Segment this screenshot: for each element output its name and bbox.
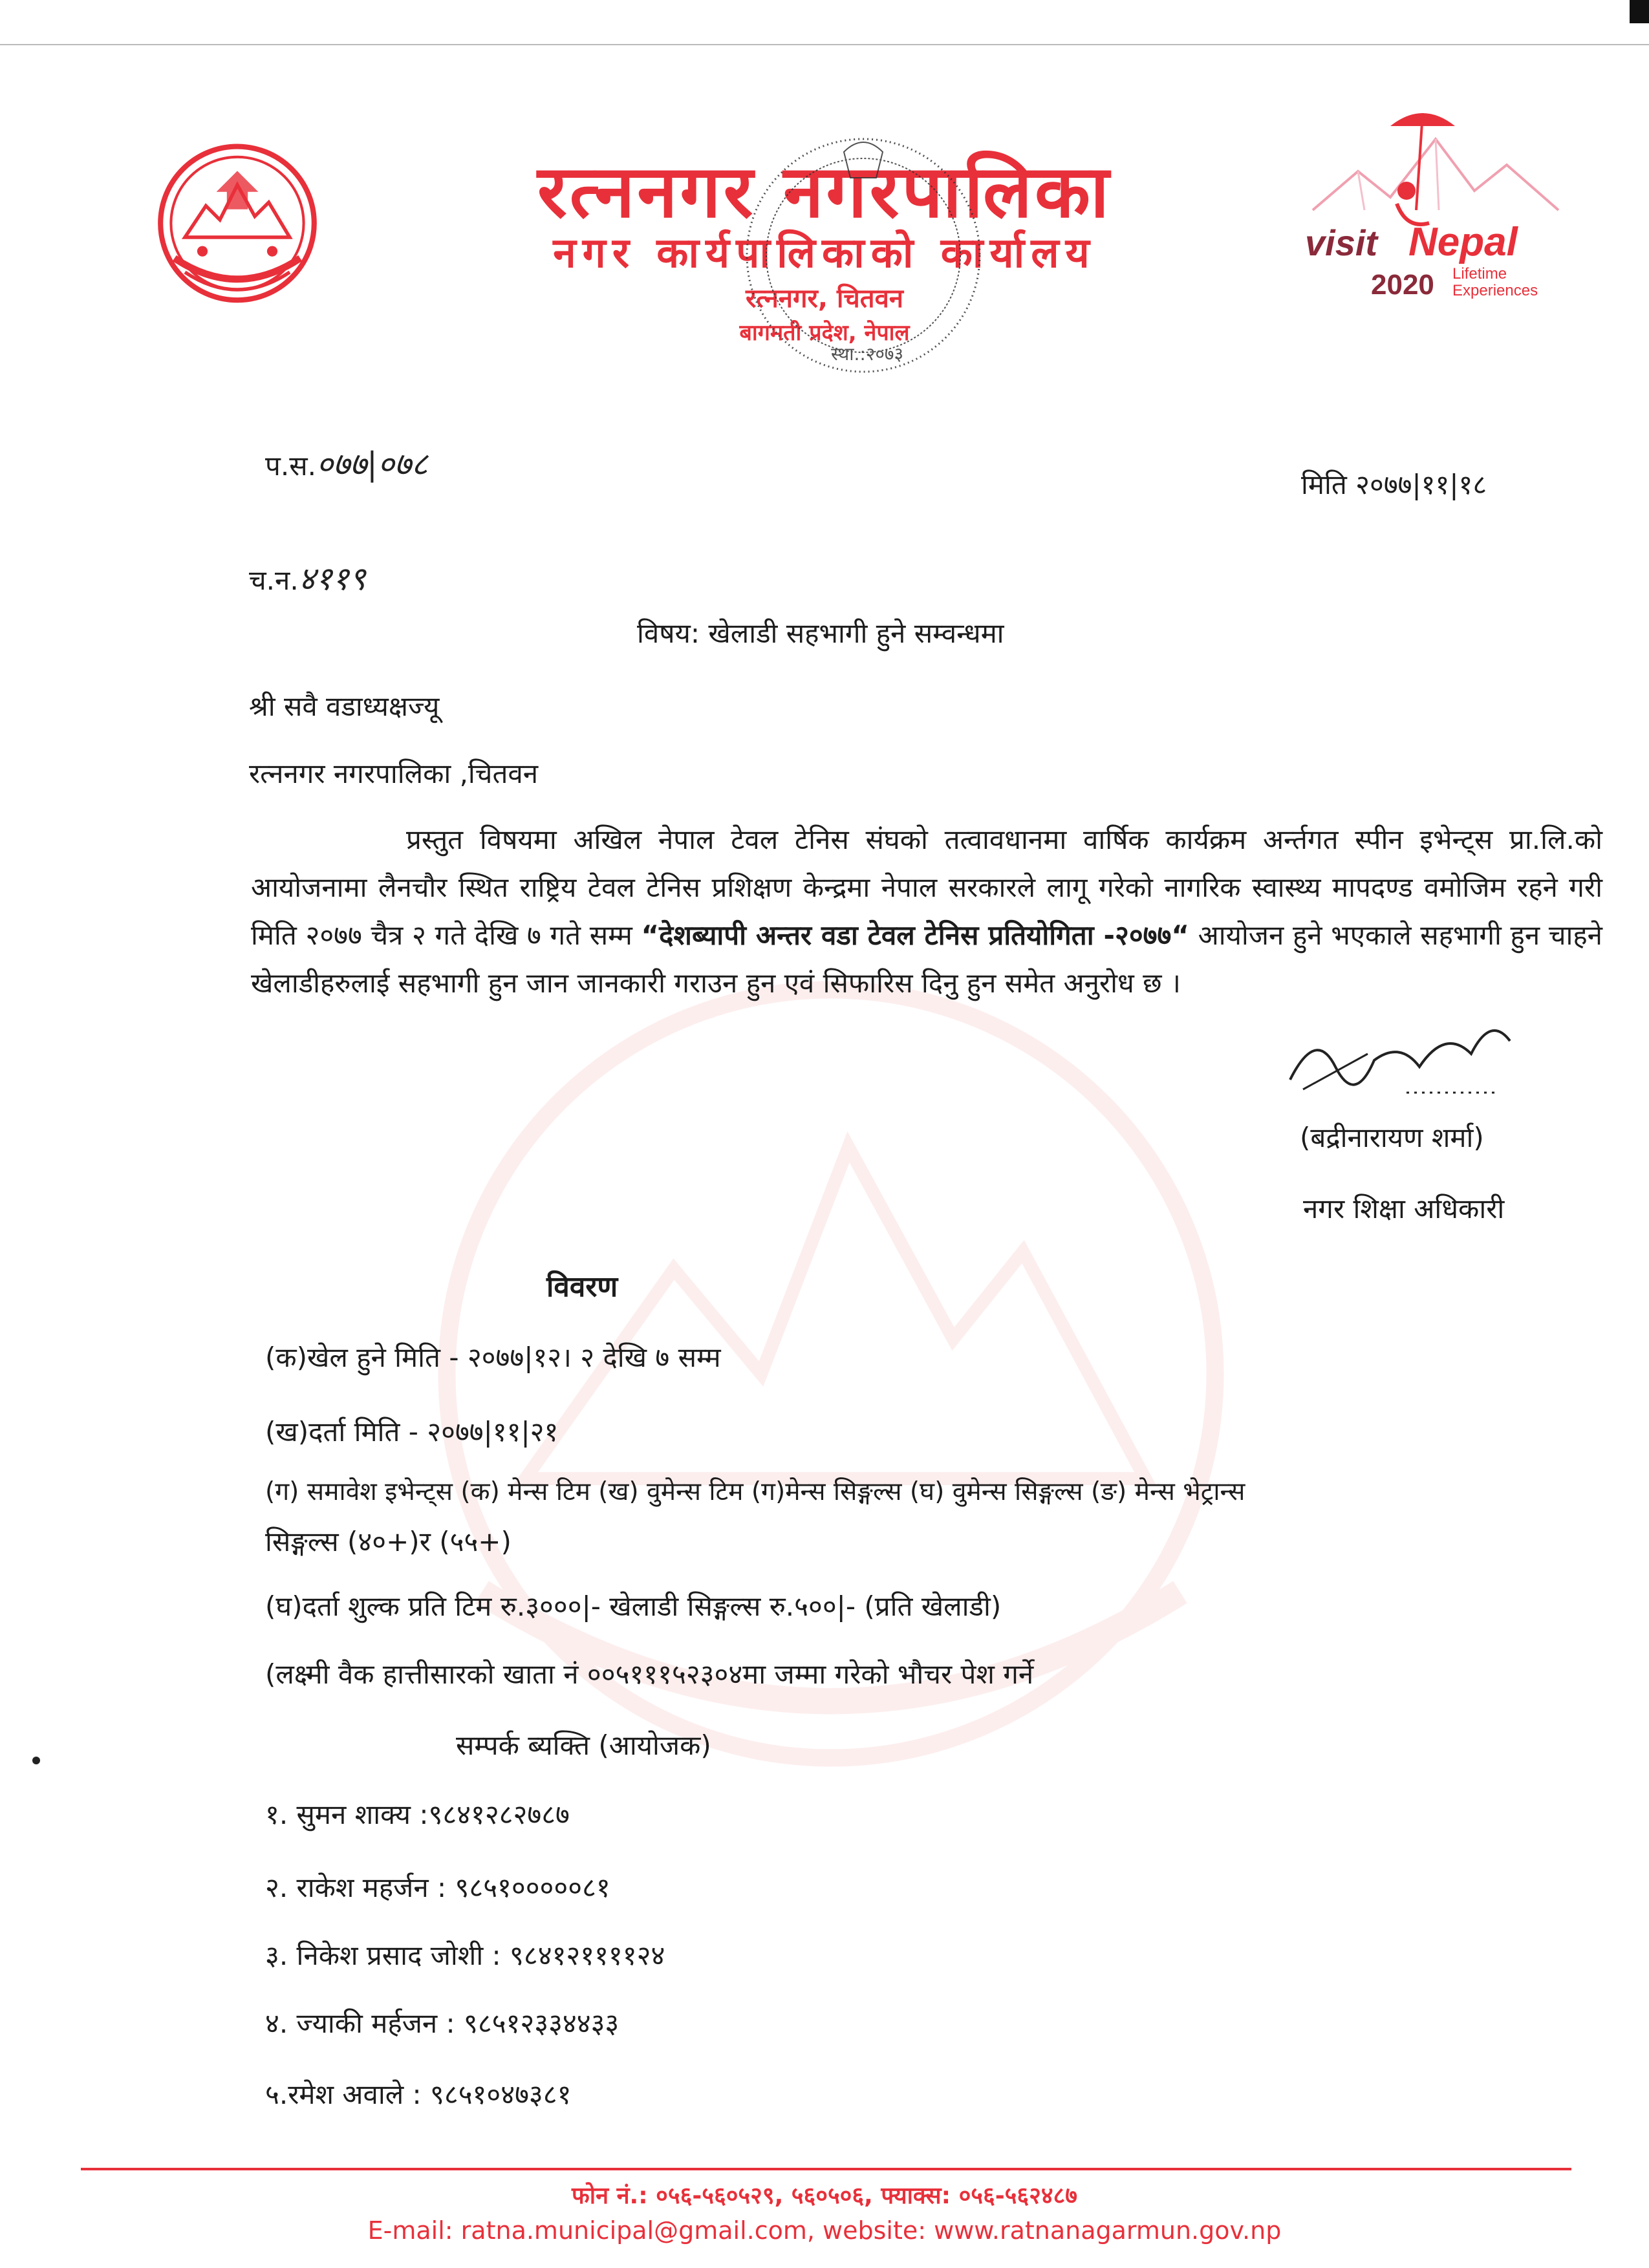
office-stamp xyxy=(734,120,993,391)
stamp-established: स्था.:२०७३ xyxy=(831,343,904,365)
handwritten-signature xyxy=(1277,989,1575,1106)
dispatch-number xyxy=(249,559,366,598)
reference-value: ०७७|०७८ xyxy=(316,445,428,483)
letter-body xyxy=(251,816,1602,1007)
detail-item: (घ)दर्ता शुल्क प्रति टिम रु.३०००|- खेलाडी सिङ्गल्स रु.५००|- (प्रति खेलाडी) xyxy=(265,1590,1002,1622)
detail-item: (क)खेल हुने मिति - २०७७|१२। २ देखि ७ सम्म xyxy=(265,1342,721,1373)
contact-item: २. राकेश महर्जन : ९८५१०००००८१ xyxy=(265,1872,610,1903)
body-text-2: आयोजन हुने भएकाले सहभागी हुन चाहने खेलाडीहरुलाई सहभागी हुन जान जानकारी गराउन हुन एवं सिफारिस दिनु हुन समेत अनुरोध छ । xyxy=(251,919,1602,999)
reference-number xyxy=(265,445,428,484)
contact-item: ४. ज्याकी मर्हजन : ९८५१२३३४४३३ xyxy=(265,2007,620,2039)
office-name: नगर कार्यपालिकाको कार्यालय xyxy=(553,230,1096,277)
office-province: बागमती प्रदेश, नेपाल xyxy=(739,320,910,346)
recipient-organization: रत्ननगर नगरपालिका ,चितवन xyxy=(249,758,539,789)
body-event-title: “देशब्यापी अन्तर वडा टेवल टेनिस प्रतियोगिता -२०७७“ xyxy=(641,919,1189,951)
recipient: श्री सवै वडाध्यक्षज्यू xyxy=(249,690,440,722)
details-heading: विवरण xyxy=(546,1270,618,1303)
signatory-title: नगर शिक्षा अधिकारी xyxy=(1303,1193,1505,1225)
letter-date: मिति २०७७|११|१८ xyxy=(1301,469,1487,500)
signatory-name: (बद्रीनारायण शर्मा) xyxy=(1300,1122,1484,1153)
municipality-name: रत्ननगर नगरपालिका xyxy=(537,150,1112,234)
scan-corner-mark xyxy=(1630,0,1649,23)
dispatch-label: च.न. xyxy=(249,564,299,596)
visit-word: visit xyxy=(1305,222,1378,263)
visit-tagline-2: Experiences xyxy=(1452,282,1538,299)
contact-item: ५.रमेश अवाले : ९८५१०४७३८१ xyxy=(265,2079,572,2110)
detail-item: (ग) समावेश इभेन्ट्स (क) मेन्स टिम (ख) वुमेन्स टिम (ग)मेन्स सिङ्गल्स (घ) वुमेन्स सिङ्गल्स (ङ) मेन्स भेट्रान्स xyxy=(265,1477,1245,1506)
detail-item: सिङ्गल्स (४०+)र (५५+) xyxy=(265,1526,512,1557)
footer-divider xyxy=(81,2168,1571,2170)
letter-subject: विषय: खेलाडी सहभागी हुने सम्वन्धमा xyxy=(637,617,1004,649)
footer-phone-fax: फोन नं.: ०५६-५६०५२९, ५६०५०६, फ्याक्स: ०५६-५६२४८७ xyxy=(571,2183,1077,2209)
contact-item: १. सुमन शाक्य :९८४१२८२७८७ xyxy=(265,1799,570,1830)
body-text-1: प्रस्तुत विषयमा अखिल नेपाल टेवल टेनिस संघको तत्वावधानमा वार्षिक कार्यक्रम अर्न्तगत स्पीन इभेन्ट्स प्रा.लि.को आयोजनामा लैनचौर स्थित राष्ट्रिय टेवल टेनिस प्रशिक्षण केन्द्रमा नेपाल सरकारले लागू गरेको नागरिक स्वास्थ्य मापदण्ड वमोजिम रहने गरी मिति २०७७ चैत्र २ गते देखि ७ गते सम्म xyxy=(251,824,1602,951)
footer-email-website: E-mail: ratna.municipal@gmail.com, website: www.ratnanagarmun.gov.np xyxy=(367,2216,1282,2245)
detail-item: (लक्ष्मी वैक हात्तीसारको खाता नं ००५१११५२३०४मा जम्मा गरेको भौचर पेश गर्ने xyxy=(265,1658,1034,1690)
office-location: रत्ननगर, चितवन xyxy=(745,284,904,314)
reference-label: प.स. xyxy=(265,450,316,482)
contact-item: ३. निकेश प्रसाद जोशी : ९८४१२११११२४ xyxy=(265,1940,665,1971)
visit-year: 2020 xyxy=(1371,269,1434,301)
visit-tagline-1: Lifetime xyxy=(1452,265,1507,283)
scan-dot xyxy=(32,1757,40,1764)
nepal-word: Nepal xyxy=(1408,220,1518,264)
contacts-heading: सम्पर्क ब्यक्ति (आयोजक) xyxy=(456,1729,711,1761)
detail-item: (ख)दर्ता मिति - २०७७|११|२१ xyxy=(265,1416,559,1448)
dispatch-value: ४११९ xyxy=(298,560,366,597)
scan-top-edge xyxy=(0,44,1649,45)
